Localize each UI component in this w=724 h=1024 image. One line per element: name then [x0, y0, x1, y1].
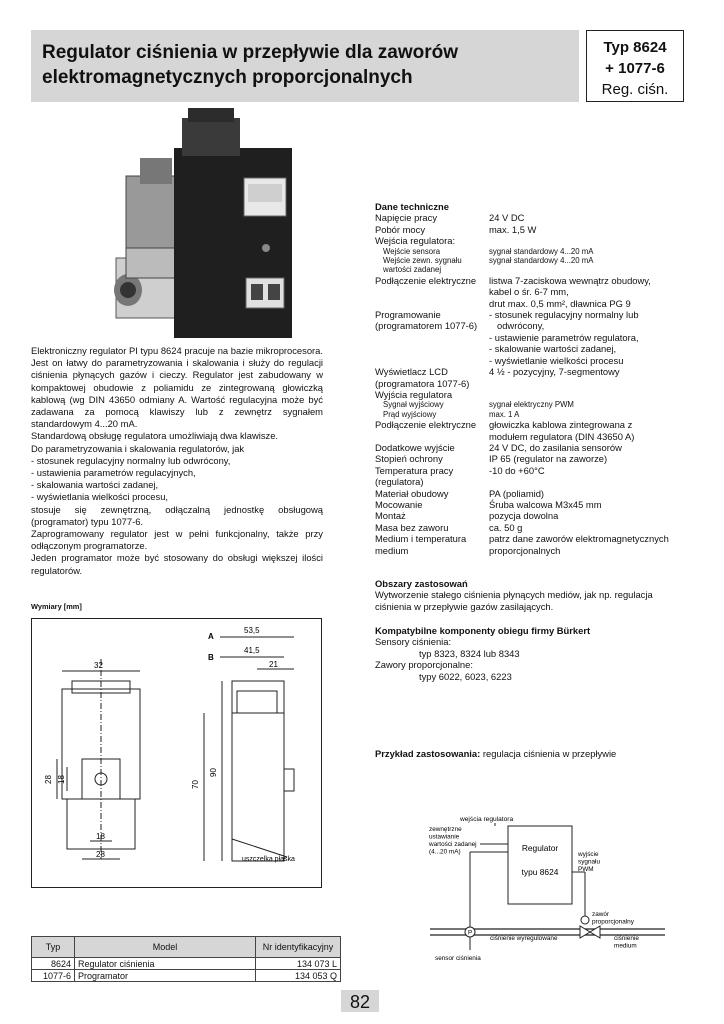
- tech-row: Materiał obudowy PA (poliamid): [375, 487, 545, 499]
- intro-text: [31, 345, 323, 577]
- dim-21: 21: [269, 660, 278, 669]
- tech-row: Prąd wyjściowy max. 1 A: [383, 409, 520, 419]
- diagram-p: P: [468, 929, 473, 937]
- dim-18a: 18: [57, 775, 66, 784]
- diagram-sensor: sensor ciśnienia: [435, 955, 481, 962]
- diagram-typ: typu 8624: [521, 867, 559, 877]
- page-title: [42, 40, 572, 90]
- tech-row: Wejście sensora sygnał standardowy 4...20 mA: [383, 246, 594, 256]
- intro-p6: Jeden programator może być stosowany do obsługi większej ilości regulatorów.: [31, 552, 323, 576]
- th-model: Model: [75, 937, 256, 958]
- tech-row: Wejścia regulatora:: [375, 235, 456, 247]
- dim-seal: uszczelka płaska: [242, 856, 295, 863]
- compatible-line-4: typy 6022, 6023, 6223: [419, 670, 512, 682]
- intro-p3: Do parametryzowania i skalowania regulatorów, jak: [31, 442, 245, 454]
- typ-line-2: + 1077-6: [605, 60, 665, 77]
- example-line: [375, 748, 675, 759]
- th-nr: Nr identyfikacyjny: [256, 937, 341, 958]
- intro-bullet-2: - ustawienia parametrów regulacyjnych,: [31, 467, 196, 479]
- compatible-heading: Kompatybilne komponenty obiegu firmy Bürkert: [375, 625, 591, 636]
- dim-28a: 28: [44, 775, 53, 784]
- dimension-drawing: [32, 619, 321, 887]
- compatible-line-2: typ 8323, 8324 lub 8343: [419, 647, 520, 659]
- tech-row: Masa bez zaworu ca. 50 g: [375, 521, 523, 533]
- title-line-2: elektromagnetycznych proporcjonalnych: [42, 67, 413, 88]
- page-number: 82: [341, 990, 379, 1012]
- regulator-box: [508, 826, 572, 904]
- application-diagram: [420, 812, 675, 962]
- intro-bullet-4: - wyświetlania wielkości procesu,: [31, 491, 169, 503]
- diagram-pressure-reg: ciśnienie wyregulowane: [490, 935, 558, 942]
- dim-41-5: 41,5: [244, 646, 260, 655]
- application-heading: Obszary zastosowań: [375, 578, 468, 589]
- table-row: 1077-6 Programator 134 053 Q: [32, 970, 341, 982]
- tech-row: Wejście zewn. sygnału wartości zadanej sygnał standardowy 4...20 mA: [383, 256, 594, 275]
- intro-p1: Elektroniczny regulator PI typu 8624 pracuje na bazie mikroprocesora. Jest on łatwy do parametryzowania i skalowania i służy do regulacji ciśnienia płynących gazów i cieczy. Regulator jest zabudowany w kompaktowej obudowie z poliamidu ze zintegrowaną głowiczką kablową (wg DIN 43650 odmiany A. Wartość regulacyjna może być zadawana za pomocą klawiszy lub z zewnętrz sygnałem standardowym 4...20 mA.: [31, 345, 323, 430]
- dim-28b: 28: [96, 850, 105, 859]
- tech-row: Napięcie pracy 24 V DC: [375, 212, 525, 224]
- dim-53-5: 53,5: [244, 626, 260, 635]
- tech-row: Stopień ochrony IP 65 (regulator na zaworze): [375, 453, 608, 465]
- tech-row: Programowanie (programatorem 1077-6) - stosunek regulacyjny normalny lub odwrócony, - ustawienie parametrów regulatora, - skalowanie wartości zadanej, - wyświetlanie wielkości procesu: [375, 309, 639, 366]
- diagram-output: wyjście sygnału PWM: [578, 851, 601, 873]
- tech-row: Pobór mocy max. 1,5 W: [375, 223, 537, 235]
- tech-row: Wyjścia regulatora: [375, 388, 453, 400]
- intro-p2: Standardową obsługę regulatora umożliwiają dwa klawisze.: [31, 430, 279, 442]
- order-table: [31, 936, 341, 982]
- dim-70: 70: [191, 780, 200, 789]
- tech-data: [375, 201, 685, 556]
- tech-row: Medium i temperatura medium patrz dane zaworów elektromagnetycznych proporcjonalnych: [375, 533, 669, 556]
- compatible-line-3: Zawory proporcjonalne:: [375, 659, 473, 671]
- example-label: Przykład zastosowania:: [375, 748, 481, 759]
- dimensions-box: [31, 618, 322, 888]
- valve-symbol: [580, 926, 590, 938]
- tech-row: Mocowanie Śruba walcowa M3x45 mm: [375, 498, 602, 510]
- product-photo: [96, 108, 304, 340]
- type-box: [586, 30, 684, 102]
- diagram-inputs: wejścia regulatora: [460, 816, 514, 823]
- tech-row: Montaż pozycja dowolna: [375, 510, 559, 522]
- intro-p4: stosuje się zewnętrzną, odłączalną jednostkę obsługową (programator) typu 1077-6.: [31, 503, 323, 527]
- dim-90: 90: [209, 768, 218, 777]
- tech-row: Temperatura pracy (regulatora) -10 do +60°C: [375, 464, 545, 488]
- typ-line-3: Reg. ciśn.: [601, 81, 669, 98]
- typ-line-1: Typ 8624: [603, 39, 667, 56]
- dim-A: A: [208, 632, 214, 641]
- application-text: Wytworzenie stałego ciśnienia płynących mediów, jak np. regulacja ciśnienia w przepływie gazów zasilających.: [375, 589, 653, 612]
- th-typ: Typ: [32, 937, 75, 958]
- dim-18b: 18: [96, 832, 105, 841]
- tech-row: Sygnał wyjściowy sygnał elektryczny PWM: [383, 400, 574, 410]
- diagram-valve: zawór proporcjonalny: [592, 911, 634, 926]
- tech-row: Podłączenie elektryczne głowiczka kablowa zintegrowana z modułem regulatora (DIN 43650 A): [375, 419, 635, 442]
- diagram-pressure-med: ciśnienie medium: [614, 935, 639, 950]
- compatible-line-1: Sensory ciśnienia:: [375, 636, 452, 648]
- diagram-regulator: Regulator: [521, 843, 559, 853]
- intro-bullet-3: - skalowania wartości zadanej,: [31, 479, 159, 491]
- dim-32: 32: [94, 661, 103, 670]
- dim-B: B: [208, 653, 214, 662]
- tech-heading: Dane techniczne: [375, 201, 449, 212]
- diagram-ext: zewnętrzne ustawianie wartości zadanej (4...20 mA): [429, 826, 477, 856]
- tech-row: Podłączenie elektryczne listwa 7-zaciskowa wewnątrz obudowy, kabel o śr. 6-7 mm, drut max. 0,5 mm², dławnica PG 9: [375, 274, 651, 309]
- dimensions-label: Wymiary [mm]: [31, 602, 82, 611]
- intro-p5: Zaprogramowany regulator jest w pełni funkcjonalny, także przy odłączonym programatorze.: [31, 528, 323, 552]
- tech-row: Dodatkowe wyjście 24 V DC, do zasilania sensorów: [375, 441, 622, 453]
- application-areas: [375, 578, 675, 612]
- example-text: regulacja ciśnienia w przepływie: [480, 748, 617, 759]
- compatible-components: [375, 625, 675, 682]
- title-line-1: Regulator ciśnienia w przepływie dla zaworów: [42, 42, 458, 63]
- table-row: 8624 Regulator ciśnienia 134 073 L: [32, 958, 341, 970]
- intro-bullet-1: - stosunek regulacyjny normalny lub odwrócony,: [31, 454, 231, 466]
- tech-row: Wyświetlacz LCD (programatora 1077-6) 4 ½ - pozycyjny, 7-segmentowy: [375, 366, 620, 389]
